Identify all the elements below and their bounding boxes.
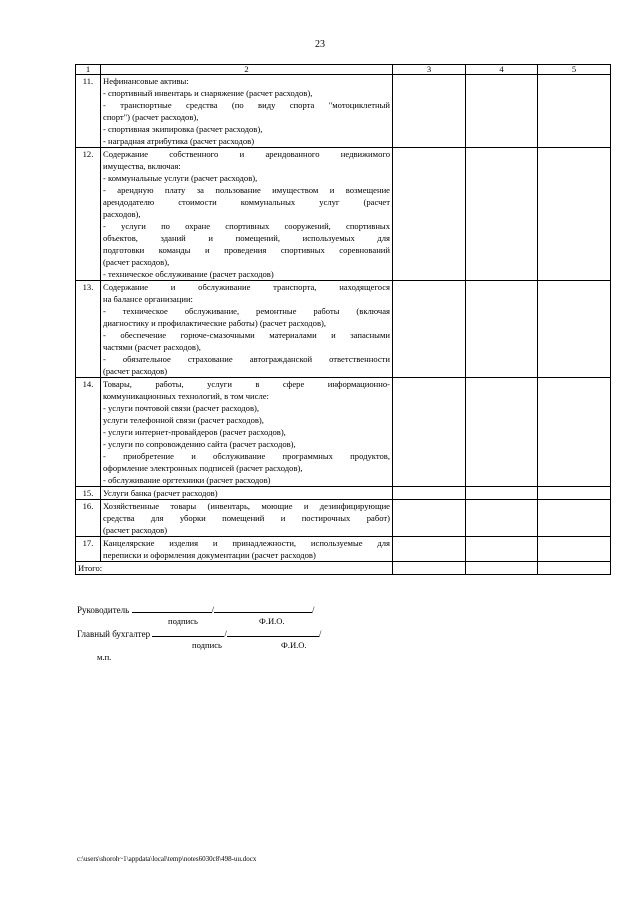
stamp-placeholder: м.п.	[97, 652, 112, 662]
accountant-label: Главный бухгалтер	[77, 629, 151, 639]
total-row	[76, 562, 611, 575]
row-line: - спортивная экипировка (расчет расходов),	[103, 124, 263, 134]
row-description	[101, 537, 393, 562]
head-captions	[77, 615, 321, 627]
total-value-cell	[538, 562, 611, 575]
value-cell	[466, 378, 538, 487]
row-line: - обслуживание оргтехники (расчет расходов)	[103, 475, 271, 485]
column-header-3: 3	[393, 65, 466, 75]
head-name-line	[211, 603, 312, 615]
value-cell	[393, 148, 466, 281]
accountant-signature-line	[152, 627, 224, 637]
separator: /	[318, 629, 322, 639]
accountant-signature-row	[77, 627, 321, 639]
row-number: 16.	[76, 500, 101, 537]
row-number: 15.	[76, 487, 101, 500]
row-line: Содержание и обслуживание транспорта, находящегося	[103, 282, 390, 292]
value-cell	[538, 75, 611, 148]
value-cell	[466, 537, 538, 562]
row-description	[101, 487, 393, 500]
row-line: арендодателю стоимости коммунальных услуг (расчет	[103, 197, 390, 207]
row-line: - спортивный инвентарь и снаряжение (расчет расходов),	[103, 88, 313, 98]
separator: /	[224, 629, 227, 639]
row-line: подготовки команды и проведения спортивных соревнований	[103, 245, 390, 255]
value-cell	[538, 487, 611, 500]
row-line: переписки и оформления документации (расчет расходов)	[103, 550, 316, 560]
signature-caption: подпись	[192, 640, 222, 650]
value-cell	[538, 148, 611, 281]
column-header-4: 4	[466, 65, 538, 75]
row-line: Товары, работы, услуги в сфере информационно-	[103, 379, 390, 389]
value-cell	[466, 75, 538, 148]
row-line: - обеспечение горюче-смазочными материалами и запасными	[103, 330, 390, 340]
value-cell	[538, 378, 611, 487]
row-number: 17.	[76, 537, 101, 562]
value-cell	[393, 487, 466, 500]
row-line: - услуги интернет-провайдеров (расчет расходов),	[103, 427, 286, 437]
row-number: 12.	[76, 148, 101, 281]
total-value-cell	[466, 562, 538, 575]
row-line: Содержание собственного и арендованного недвижимого	[103, 149, 390, 159]
table-row	[76, 500, 611, 537]
signature-block	[77, 603, 321, 651]
value-cell	[393, 281, 466, 378]
signature-caption: подпись	[168, 616, 198, 626]
accountant-captions	[77, 639, 321, 651]
row-line: - обязательное страхование автогражданской ответственности	[103, 354, 390, 364]
head-signature-row	[77, 603, 321, 615]
row-line: спорт") (расчет расходов),	[103, 112, 199, 122]
row-line: частями (расчет расходов),	[103, 342, 201, 352]
value-cell	[393, 378, 466, 487]
row-line: - услуги почтовой связи (расчет расходов),	[103, 403, 260, 413]
row-line: Нефинансовые активы:	[103, 76, 189, 86]
row-line: - приобретение и обслуживание программных продуктов,	[103, 451, 390, 461]
row-line: имущества, включая:	[103, 161, 181, 171]
value-cell	[393, 500, 466, 537]
page-number: 23	[315, 39, 325, 50]
row-description	[101, 281, 393, 378]
total-value-cell	[393, 562, 466, 575]
value-cell	[538, 500, 611, 537]
value-cell	[538, 537, 611, 562]
name-caption: Ф.И.О.	[259, 616, 285, 626]
row-line: средства для уборки помещений и постирочных работ)	[103, 513, 390, 523]
row-line: (расчет расходов)	[103, 525, 168, 535]
row-line: (расчет расходов),	[103, 257, 170, 267]
row-description	[101, 148, 393, 281]
row-line: (расчет расходов)	[103, 366, 168, 376]
separator: /	[211, 605, 215, 615]
value-cell	[393, 75, 466, 148]
row-line: Канцелярские изделия и принадлежности, используемые для	[103, 538, 390, 548]
row-line: - наградная атрибутика (расчет расходов)	[103, 136, 255, 146]
head-label: Руководитель	[77, 605, 130, 615]
table-row	[76, 75, 611, 148]
row-line: - техническое обслуживание (расчет расходов)	[103, 269, 274, 279]
total-label: Итого:	[76, 562, 393, 575]
row-line: на балансе организации:	[103, 294, 193, 304]
row-line: диагностику и профилактические работы) (расчет расходов),	[103, 318, 327, 328]
value-cell	[466, 148, 538, 281]
row-line: - услуги по сопровождению сайта (расчет расходов),	[103, 439, 296, 449]
file-path-footer: c:\users\shoroh~1\appdata\local\temp\notes6030c8\498-uu.docx	[77, 855, 257, 863]
row-line: Хозяйственные товары (инвентарь, моющие и дезинфицирующие	[103, 501, 390, 511]
table-row	[76, 148, 611, 281]
budget-table	[75, 64, 611, 575]
row-number: 14.	[76, 378, 101, 487]
value-cell	[466, 500, 538, 537]
table-header-row	[76, 65, 611, 75]
row-line: - услуги по охране спортивных сооружений, спортивных	[103, 221, 390, 231]
row-number: 13.	[76, 281, 101, 378]
value-cell	[538, 281, 611, 378]
column-header-5: 5	[538, 65, 611, 75]
value-cell	[466, 281, 538, 378]
row-number: 11.	[76, 75, 101, 148]
row-line: - транспортные средства (по виду спорта "мотоциклетный	[103, 100, 390, 110]
row-line: - арендную плату за пользование имуществом и возмещение	[103, 185, 390, 195]
column-header-1: 1	[76, 65, 101, 75]
row-line: коммуникационных технологий, в том числе:	[103, 391, 269, 401]
value-cell	[393, 537, 466, 562]
row-line: - коммунальные услуги (расчет расходов),	[103, 173, 258, 183]
row-line: - техническое обслуживание, ремонтные работы (включая	[103, 306, 390, 316]
table-row	[76, 487, 611, 500]
table-row	[76, 281, 611, 378]
head-signature-line	[132, 603, 212, 613]
row-description	[101, 500, 393, 537]
row-line: расходов),	[103, 209, 141, 219]
row-description	[101, 378, 393, 487]
row-line: оформление электронных подписей (расчет расходов),	[103, 463, 303, 473]
separator: /	[312, 605, 315, 615]
column-header-2: 2	[101, 65, 393, 75]
table-row	[76, 537, 611, 562]
accountant-name-line	[227, 627, 319, 637]
row-line: Услуги банка (расчет расходов)	[103, 488, 218, 498]
name-caption: Ф.И.О.	[281, 640, 307, 650]
row-description	[101, 75, 393, 148]
row-line: объектов, зданий и помещений, используемых для	[103, 233, 390, 243]
table-row	[76, 378, 611, 487]
row-line: услуги телефонной связи (расчет расходов),	[103, 415, 264, 425]
value-cell	[466, 487, 538, 500]
